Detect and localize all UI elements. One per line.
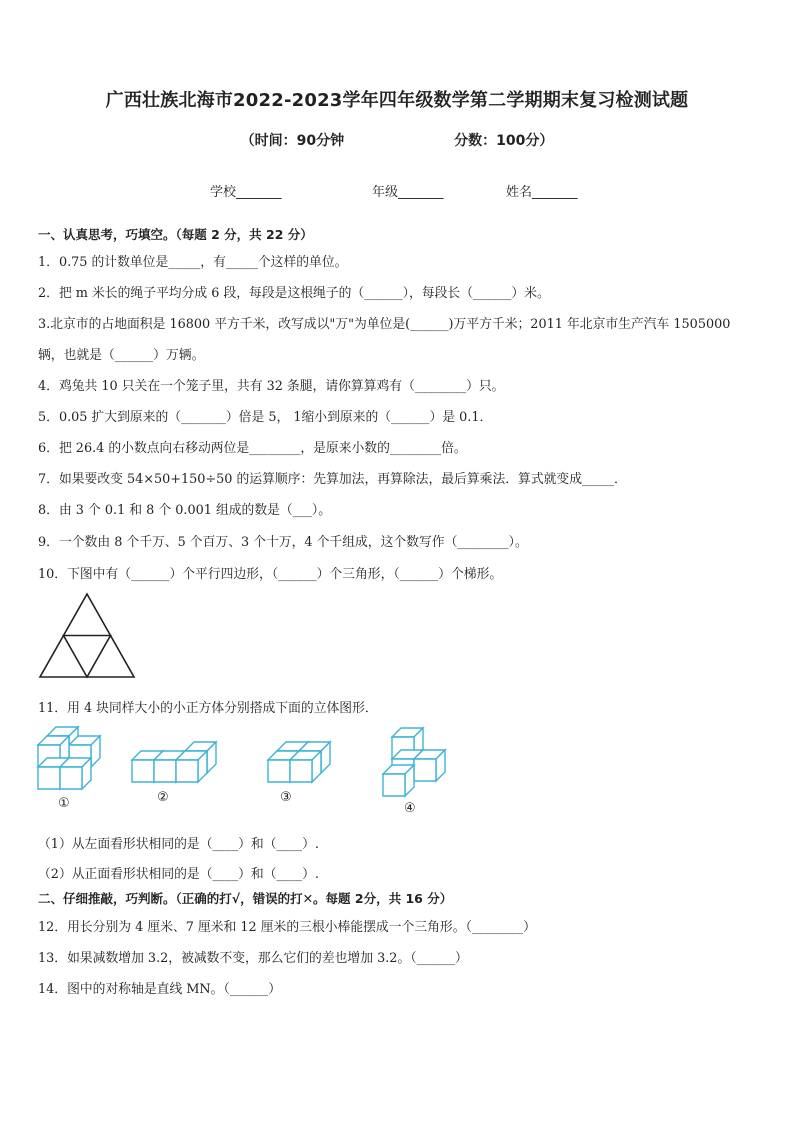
triangle-figure: [37, 592, 137, 680]
question-11-part-2: （2）从正面看形状相同的是（____）和（____）.: [38, 867, 319, 882]
exam-meta: [0, 130, 794, 150]
cube-figures: [30, 722, 460, 802]
question-3-line-2: 辆，也就是（______）万辆。: [38, 348, 205, 363]
question-14: 14．图中的对称轴是直线 MN。（______）: [38, 982, 282, 997]
question-10: 10．下图中有（______）个平行四边形，（______）个三角形，（______）个梯形。: [38, 567, 503, 582]
question-5: 5．0.05 扩大到原来的（_______）倍是 5， 1缩小到原来的（______）是 0.1．: [38, 410, 493, 425]
figure-label-4: ④: [404, 801, 416, 816]
fig2-cube-3-front: [176, 760, 198, 782]
question-11: 11．用 4 块同样大小的小正方体分别搭成下面的立体图形．: [38, 701, 378, 716]
question-3-line-1: 3.北京市的占地面积是 16800 平方千米，改写成以"万"为单位是(______)万平方千米；2011 年北京市生产汽车 1505000: [38, 317, 731, 332]
question-8: 8．由 3 个 0.1 和 8 个 0.001 组成的数是（___）。: [38, 503, 332, 518]
section-2-heading: 二、仔细推敲，巧判断。（正确的打√，错误的打✕。每题 2分，共 16 分）: [38, 891, 453, 906]
fig4-right-cube-front: [414, 759, 436, 781]
fig1-bottom-left-cube-front: [38, 767, 60, 789]
exam-score: 分数：100分）: [454, 133, 554, 149]
figure-label-3: ③: [280, 790, 292, 805]
question-9: 9．一个数由 8 个千万、5 个百万、3 个十万，4 个千组成，这个数写作（________）。: [38, 535, 528, 550]
question-2: 2．把 m 米长的绳子平均分成 6 段，每段是这根绳子的（______），每段长（______）米。: [38, 286, 550, 301]
question-11-part-1: （1）从左面看形状相同的是（____）和（____）.: [38, 837, 319, 852]
fig2-cube-2-front: [154, 760, 176, 782]
grade-field: 年级_______: [372, 185, 444, 200]
fig3-front-left-cube-front: [268, 760, 290, 782]
figure-label-1: ①: [58, 796, 70, 811]
question-6: 6．把 26.4 的小数点向右移动两位是________，是原来小数的________倍。: [38, 441, 467, 456]
fig3-front-right-cube-front: [290, 760, 312, 782]
fig2-cube-1-front: [132, 760, 154, 782]
question-7: 7．如果要改变 54×50+150÷50 的运算顺序：先算加法，再算除法，最后算乘法．算式就变成_____．: [38, 472, 627, 487]
section-1-heading: 一、认真思考，巧填空。（每题 2 分，共 22 分）: [38, 227, 313, 242]
fig1-bottom-right-cube-front: [60, 767, 82, 789]
fig4-front-cube-front: [383, 774, 405, 796]
school-field: 学校_______: [210, 185, 282, 200]
question-13: 13．如果减数增加 3.2，被减数不变，那么它们的差也增加 3.2。（______）: [38, 951, 468, 966]
page-title: 广西壮族北海市2022-2023学年四年级数学第二学期期末复习检测试题: [105, 90, 689, 111]
question-12: 12．用长分别为 4 厘米、7 厘米和 12 厘米的三根小棒能摆成一个三角形。（________）: [38, 920, 536, 935]
exam-time: （时间：90分钟: [240, 133, 345, 149]
name-field: 姓名_______: [506, 185, 578, 200]
figure-label-2: ②: [157, 790, 169, 805]
question-4: 4．鸡兔共 10 只关在一个笼子里，共有 32 条腿，请你算算鸡有（________）只。: [38, 379, 505, 394]
question-1: 1．0.75 的计数单位是_____，有_____个这样的单位。: [38, 255, 348, 270]
